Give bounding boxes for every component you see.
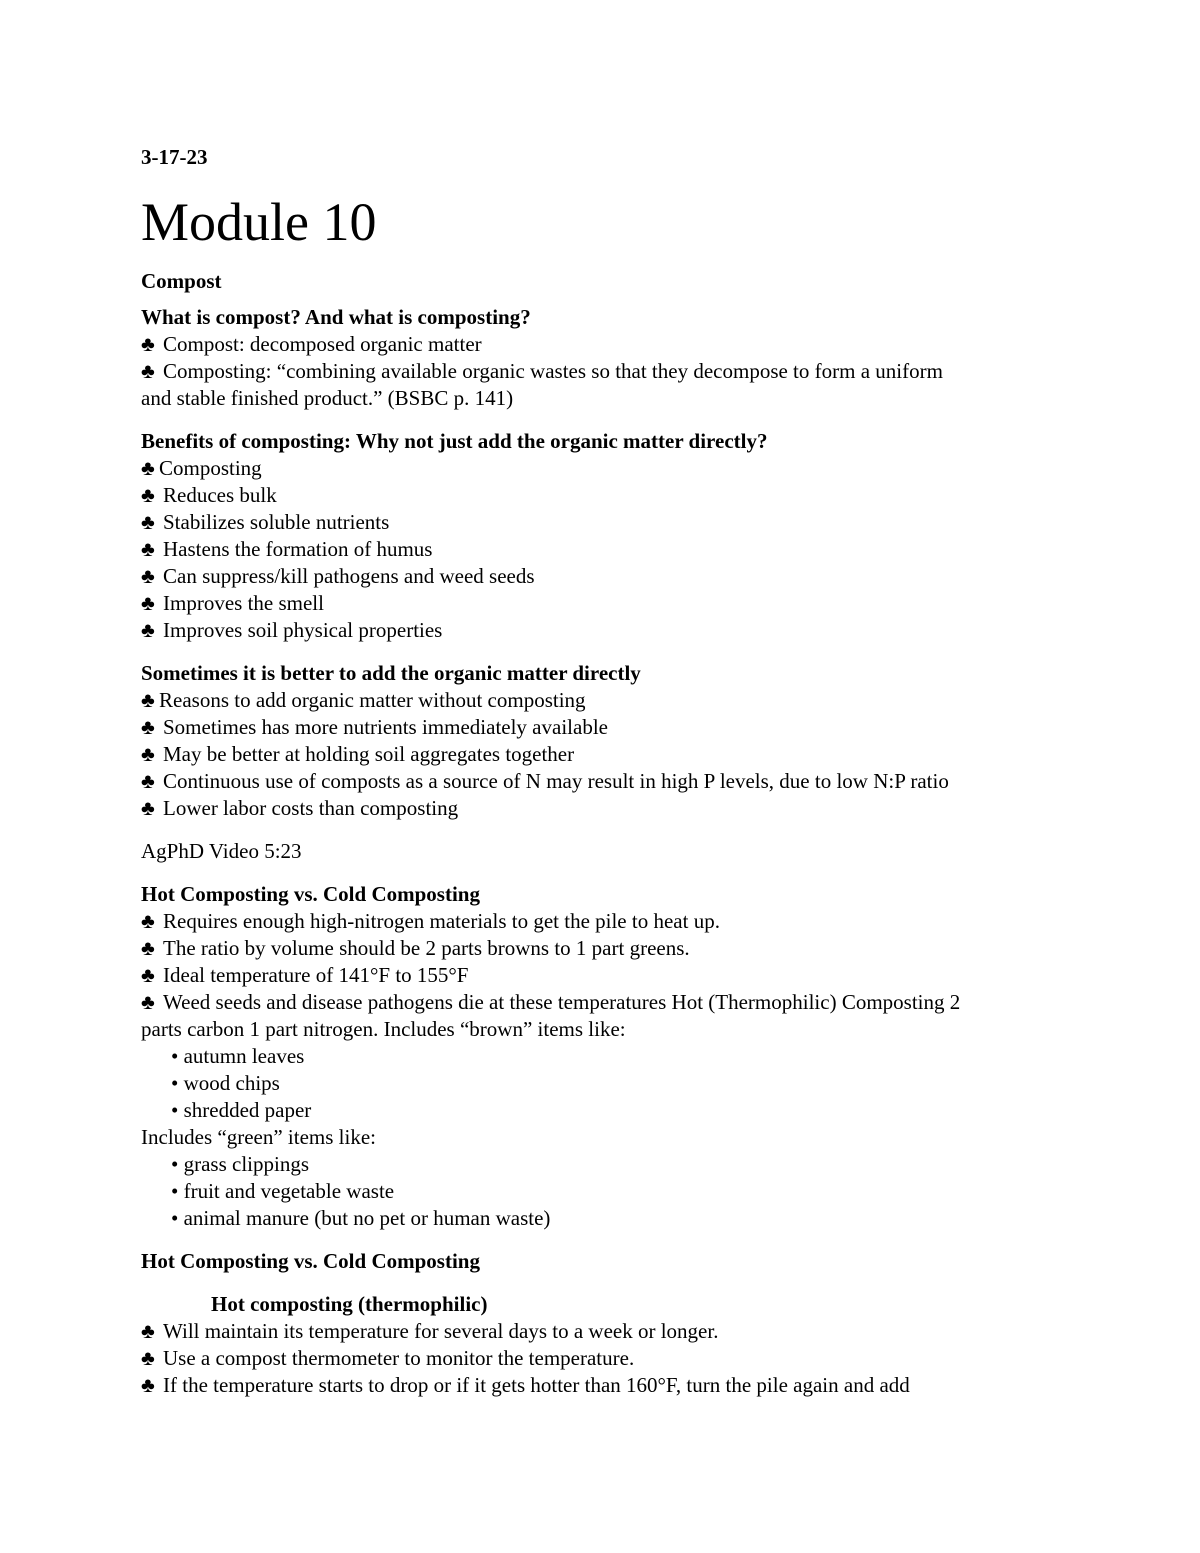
section-heading-compost: Compost bbox=[141, 269, 222, 293]
list-item: ♣ Sometimes has more nutrients immediately available bbox=[141, 715, 608, 739]
list-item: ♣ The ratio by volume should be 2 parts browns to 1 part greens. bbox=[141, 936, 690, 960]
benefits-heading: Benefits of composting: Why not just add the organic matter directly? bbox=[141, 429, 768, 453]
club-icon: ♣ bbox=[141, 688, 155, 712]
club-icon: ♣ bbox=[141, 1373, 155, 1397]
club-icon: ♣ bbox=[141, 564, 155, 588]
sub-list-item: • wood chips bbox=[171, 1071, 280, 1095]
sub-list-item: • autumn leaves bbox=[171, 1044, 305, 1068]
list-item: ♣ Improves soil physical properties bbox=[141, 618, 443, 642]
club-icon: ♣ bbox=[141, 537, 155, 561]
club-icon: ♣ bbox=[141, 359, 155, 383]
date: 3-17-23 bbox=[141, 145, 208, 169]
list-item: ♣ Stabilizes soluble nutrients bbox=[141, 510, 390, 534]
list-item: ♣ Composting bbox=[141, 456, 262, 480]
club-icon: ♣ bbox=[141, 742, 155, 766]
list-item: ♣ Requires enough high-nitrogen materials to get the pile to heat up. bbox=[141, 909, 720, 933]
question-heading: What is compost? And what is composting? bbox=[141, 305, 531, 329]
club-icon: ♣ bbox=[141, 456, 155, 480]
list-item: ♣ Continuous use of composts as a source of N may result in high P levels, due to low N:P ratio bbox=[141, 769, 949, 793]
club-icon: ♣ bbox=[141, 769, 155, 793]
club-icon: ♣ bbox=[141, 591, 155, 615]
club-icon: ♣ bbox=[141, 1346, 155, 1370]
list-item-continuation: and stable finished product.” (BSBC p. 141) bbox=[141, 386, 514, 410]
document-page bbox=[141, 144, 1071, 1399]
list-item: ♣ Ideal temperature of 141°F to 155°F bbox=[141, 963, 469, 987]
list-item: ♣ If the temperature starts to drop or if it gets hotter than 160°F, turn the pile again and add bbox=[141, 1373, 910, 1397]
club-icon: ♣ bbox=[141, 332, 155, 356]
club-icon: ♣ bbox=[141, 936, 155, 960]
list-item-continuation: parts carbon 1 part nitrogen. Includes “brown” items like: bbox=[141, 1017, 626, 1041]
club-icon: ♣ bbox=[141, 618, 155, 642]
list-item: ♣ Improves the smell bbox=[141, 591, 324, 615]
direct-heading: Sometimes it is better to add the organic matter directly bbox=[141, 661, 641, 685]
sub-list-item: • fruit and vegetable waste bbox=[171, 1179, 395, 1203]
green-intro: Includes “green” items like: bbox=[141, 1125, 376, 1149]
club-icon: ♣ bbox=[141, 483, 155, 507]
list-item: ♣ Hastens the formation of humus bbox=[141, 537, 433, 561]
club-icon: ♣ bbox=[141, 796, 155, 820]
club-icon: ♣ bbox=[141, 715, 155, 739]
list-item: ♣ Can suppress/kill pathogens and weed seeds bbox=[141, 564, 535, 588]
sub-list-item: • grass clippings bbox=[171, 1152, 310, 1176]
hot-subheading: Hot composting (thermophilic) bbox=[211, 1292, 488, 1316]
sub-list-item: • animal manure (but no pet or human waste) bbox=[171, 1206, 551, 1230]
club-icon: ♣ bbox=[141, 963, 155, 987]
list-item: ♣ Weed seeds and disease pathogens die at these temperatures Hot (Thermophilic) Composting 2 bbox=[141, 990, 961, 1014]
list-item: ♣ Lower labor costs than composting bbox=[141, 796, 459, 820]
club-icon: ♣ bbox=[141, 1319, 155, 1343]
list-item: ♣ Will maintain its temperature for several days to a week or longer. bbox=[141, 1319, 719, 1343]
page-title: Module 10 bbox=[141, 192, 377, 252]
list-item: ♣ Reasons to add organic matter without composting bbox=[141, 688, 586, 712]
club-icon: ♣ bbox=[141, 510, 155, 534]
list-item: ♣ Composting: “combining available organic wastes so that they decompose to form a uniform bbox=[141, 359, 943, 383]
list-item: ♣ May be better at holding soil aggregates together bbox=[141, 742, 575, 766]
club-icon: ♣ bbox=[141, 990, 155, 1014]
sub-list-item: • shredded paper bbox=[171, 1098, 312, 1122]
list-item: ♣ Reduces bulk bbox=[141, 483, 277, 507]
list-item: ♣ Use a compost thermometer to monitor the temperature. bbox=[141, 1346, 635, 1370]
hotcold-heading: Hot Composting vs. Cold Composting bbox=[141, 882, 480, 906]
list-item: ♣ Compost: decomposed organic matter bbox=[141, 332, 482, 356]
club-icon: ♣ bbox=[141, 909, 155, 933]
hotcold-heading-2: Hot Composting vs. Cold Composting bbox=[141, 1249, 480, 1273]
video-reference: AgPhD Video 5:23 bbox=[141, 839, 302, 863]
